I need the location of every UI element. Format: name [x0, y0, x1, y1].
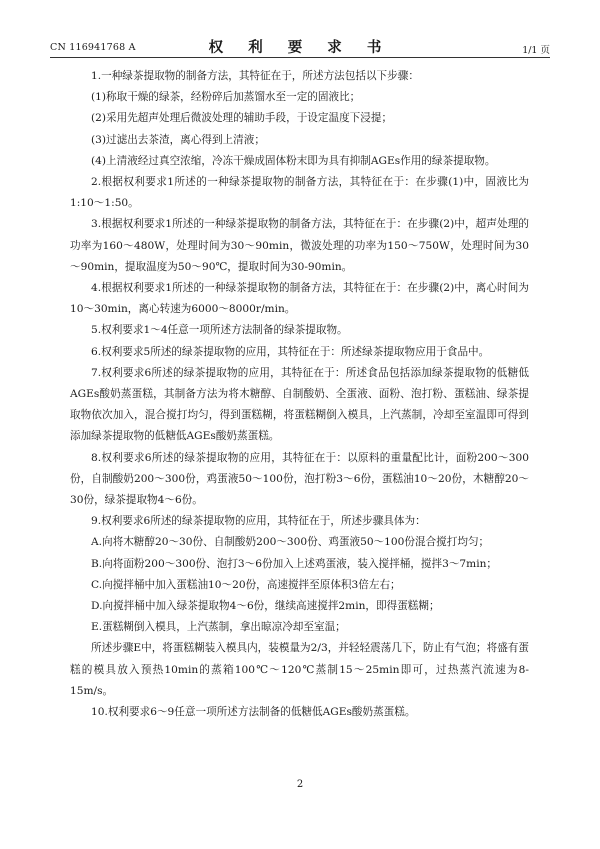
claim-5: 5.权利要求1～4任意一项所述方法制备的绿茶提取物。: [91, 324, 348, 337]
claim-9-step-a: A.向将木糖醇20～30份、自制酸奶200～300份、鸡蛋液50～100份混合搅打均匀；: [91, 536, 490, 549]
claim-9-step-e-detail: 所述步骤E中，将蛋糕糊装入模具内，装模量为2/3，并轻轻震荡几下，防止有气泡；将盛有蛋糕的模具放入预热10min的蒸箱100℃～120℃蒸制15～25min即可，过热蒸汽流速为8-15m/s。: [70, 642, 529, 697]
claim-9-step-c: C.向搅拌桶中加入蛋糕油10～20份，高速搅拌至原体积3倍左右；: [91, 578, 401, 591]
claim-6: 6.权利要求5所述的绿茶提取物的应用，其特征在于：所述绿茶提取物应用于食品中。: [91, 345, 490, 358]
page-number: 2: [296, 779, 304, 790]
claim-10: 10.权利要求6～9任意一项所述方法制备的低糖低AGEs酸奶蒸蛋糕。: [91, 706, 416, 719]
claim-1: 1.一种绿茶提取物的制备方法，其特征在于，所述方法包括以下步骤：: [91, 70, 419, 82]
page-indicator: 1/1 页: [522, 45, 550, 56]
claim-4: 4.根据权利要求1所述的一种绿茶提取物的制备方法，其特征在于：在步骤(2)中，离心时间为10～30min，离心转速为6000～8000r/min。: [70, 282, 529, 316]
claim-8: 8.权利要求6所述的绿茶提取物的应用，其特征在于：以原料的重量配比计，面粉200～300份，自制酸奶200～300份，鸡蛋液50～100份，泡打粉3～6份，蛋糕油10～20份，木糖醇20～30份，绿茶提取物4～6份。: [70, 451, 529, 507]
claim-1-step-4: (4)上清液经过真空浓缩，冷冻干燥成固体粉末即为具有抑制AGEs作用的绿茶提取物。: [91, 154, 496, 167]
claim-1-step-2: (2)采用先超声处理后微波处理的辅助手段，于设定温度下浸提；: [91, 112, 393, 125]
claim-2: 2.根据权利要求1所述的一种绿茶提取物的制备方法，其特征在于：在步骤(1)中，固液比为1:10～1:50。: [70, 176, 529, 210]
claims-body: [70, 66, 529, 723]
publication-number: CN 116941768 A: [50, 42, 136, 53]
document-title: 权 利 要 求 书: [208, 39, 392, 56]
claim-9-step-e: E.蛋糕糊倒入模具，上汽蒸制，拿出晾凉冷却至室温；: [91, 621, 346, 634]
claim-7: 7.权利要求6所述的绿茶提取物的应用，其特征在于：所述食品包括添加绿茶提取物的低糖低AGEs酸奶蒸蛋糕，其制备方法为将木糖醇、自制酸奶、全蛋液、面粉、泡打粉、蛋糕油、绿茶提取物依次加入，混合搅打均匀，得到蛋糕糊，将蛋糕糊倒入模具，上汽蒸制，冷却至室温即可得到添加绿茶提取物的低糖低AGEs酸奶蒸蛋糕。: [70, 366, 529, 443]
claim-3: 3.根据权利要求1所述的一种绿茶提取物的制备方法，其特征在于：在步骤(2)中，超声处理的功率为160～480W，处理时间为30～90min，微波处理的功率为150～750W，处理时间为30～90min，提取温度为50～90℃，提取时间为30-90min。: [70, 218, 529, 273]
claim-9: 9.权利要求6所述的绿茶提取物的应用，其特征在于，所述步骤具体为：: [91, 515, 426, 528]
header-divider: [50, 57, 550, 58]
claim-9-step-b: B.向将面粉200～300份、泡打3～6份加入上述鸡蛋液，装入搅拌桶，搅拌3～7min；: [91, 557, 498, 570]
page-header: [50, 36, 550, 56]
claim-9-step-d: D.向搅拌桶中加入绿茶提取物4～6份，继续高速搅拌2min，即得蛋糕糊；: [91, 600, 440, 613]
claim-1-step-1: (1)称取干燥的绿茶，经粉碎后加蒸馏水至一定的固液比；: [91, 91, 361, 104]
claim-1-step-3: (3)过滤出去茶渣，离心得到上清液；: [91, 133, 265, 146]
